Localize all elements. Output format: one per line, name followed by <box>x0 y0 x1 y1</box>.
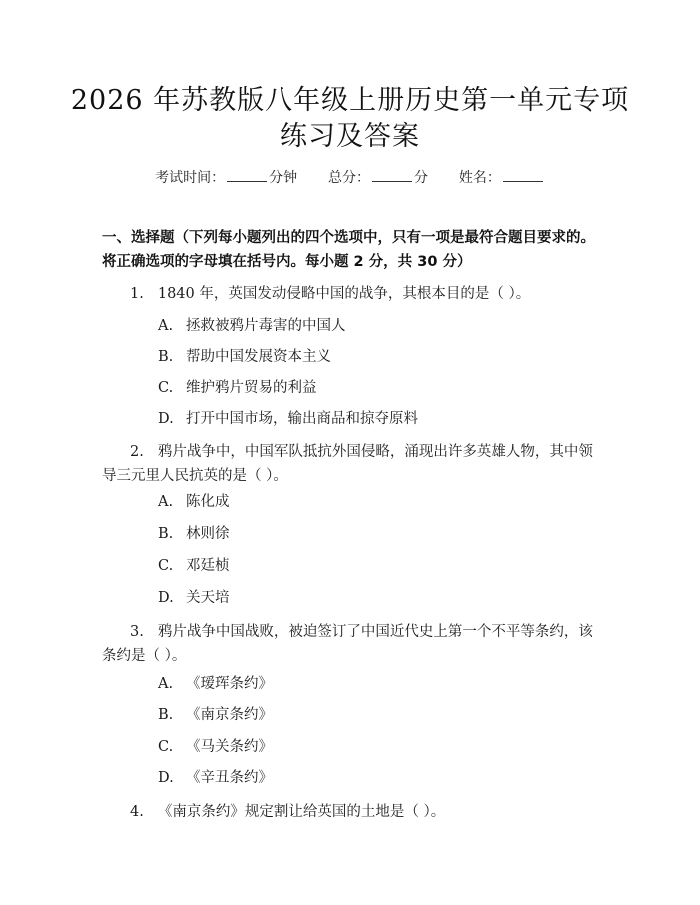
option-text: 陈化成 <box>186 494 230 510</box>
question-1-option-b <box>158 347 598 367</box>
option-letter: B. <box>158 707 174 723</box>
option-letter: C. <box>158 739 174 755</box>
question-number: 4. <box>130 804 144 820</box>
question-2-option-c <box>158 556 598 576</box>
option-text: 《瑷珲条约》 <box>186 676 273 692</box>
total-score-unit: 分 <box>414 170 428 186</box>
question-2-option-b <box>158 524 598 544</box>
student-name-label: 姓名： <box>458 170 501 186</box>
option-text: 《南京条约》 <box>186 707 273 723</box>
question-1-option-a <box>158 316 598 336</box>
question-text: 《南京条约》规定割让给英国的土地是（ ）。 <box>157 804 446 820</box>
total-score-field <box>328 168 428 188</box>
question-2-option-d <box>158 588 598 608</box>
question-text: 鸦片战争中，中国军队抵抗外国侵略，涌现出许多英雄人物，其中领导三元里人民抗英的是（ ）。 <box>102 444 593 484</box>
question-1-option-c <box>158 378 598 398</box>
question-3-option-a <box>158 674 598 694</box>
option-letter: B. <box>158 526 174 542</box>
option-letter: B. <box>158 349 174 365</box>
option-text: 关天培 <box>186 590 230 606</box>
exam-time-unit: 分钟 <box>269 170 298 186</box>
total-score-label: 总分： <box>328 170 370 186</box>
student-name-field <box>459 168 545 188</box>
option-text: 帮助中国发展资本主义 <box>186 349 331 365</box>
question-number: 3. <box>130 624 144 640</box>
question-4 <box>102 800 602 824</box>
question-1-option-d <box>158 409 598 429</box>
option-letter: C. <box>158 380 174 396</box>
option-text: 打开中国市场，输出商品和掠夺原料 <box>186 411 418 427</box>
exam-meta <box>0 168 700 188</box>
question-number: 2. <box>130 444 144 460</box>
question-3-option-b <box>158 705 598 725</box>
question-1 <box>102 282 602 306</box>
option-letter: D. <box>158 411 174 427</box>
option-text: 《马关条约》 <box>186 739 273 755</box>
option-letter: D. <box>158 770 174 786</box>
question-2-option-a <box>158 492 598 512</box>
total-score-blank <box>372 169 412 182</box>
option-letter: A. <box>158 676 174 692</box>
page-title-line-1: 2026 年苏教版八年级上册历史第一单元专项 <box>70 85 630 116</box>
option-text: 邓廷桢 <box>186 558 230 574</box>
section-heading: 一、选择题（下列每小题列出的四个选项中，只有一项是最符合题目要求的。将正确选项的字母填在括号内。每小题 2 分，共 30 分） <box>102 230 595 270</box>
exam-time-blank <box>227 169 267 182</box>
option-text: 维护鸦片贸易的利益 <box>186 380 317 396</box>
exam-time-field <box>155 168 297 188</box>
question-3-option-c <box>158 737 598 757</box>
option-letter: D. <box>158 590 174 606</box>
exam-time-label: 考试时间： <box>155 170 226 186</box>
option-letter: A. <box>158 318 174 334</box>
option-text: 《辛丑条约》 <box>186 770 273 786</box>
question-text: 1840 年，英国发动侵略中国的战争，其根本目的是（ ）。 <box>157 286 531 302</box>
option-letter: A. <box>158 494 174 510</box>
question-text: 鸦片战争中国战败，被迫签订了中国近代史上第一个不平等条约，该条约是（ ）。 <box>102 624 593 664</box>
option-letter: C. <box>158 558 174 574</box>
option-text: 林则徐 <box>186 526 230 542</box>
option-text: 拯救被鸦片毒害的中国人 <box>186 318 346 334</box>
page-title-line-2: 练习及答案 <box>280 121 420 152</box>
question-2 <box>102 440 602 488</box>
question-3 <box>102 620 602 668</box>
student-name-blank <box>503 169 543 182</box>
question-3-option-d <box>158 768 598 788</box>
question-number: 1. <box>130 286 144 302</box>
